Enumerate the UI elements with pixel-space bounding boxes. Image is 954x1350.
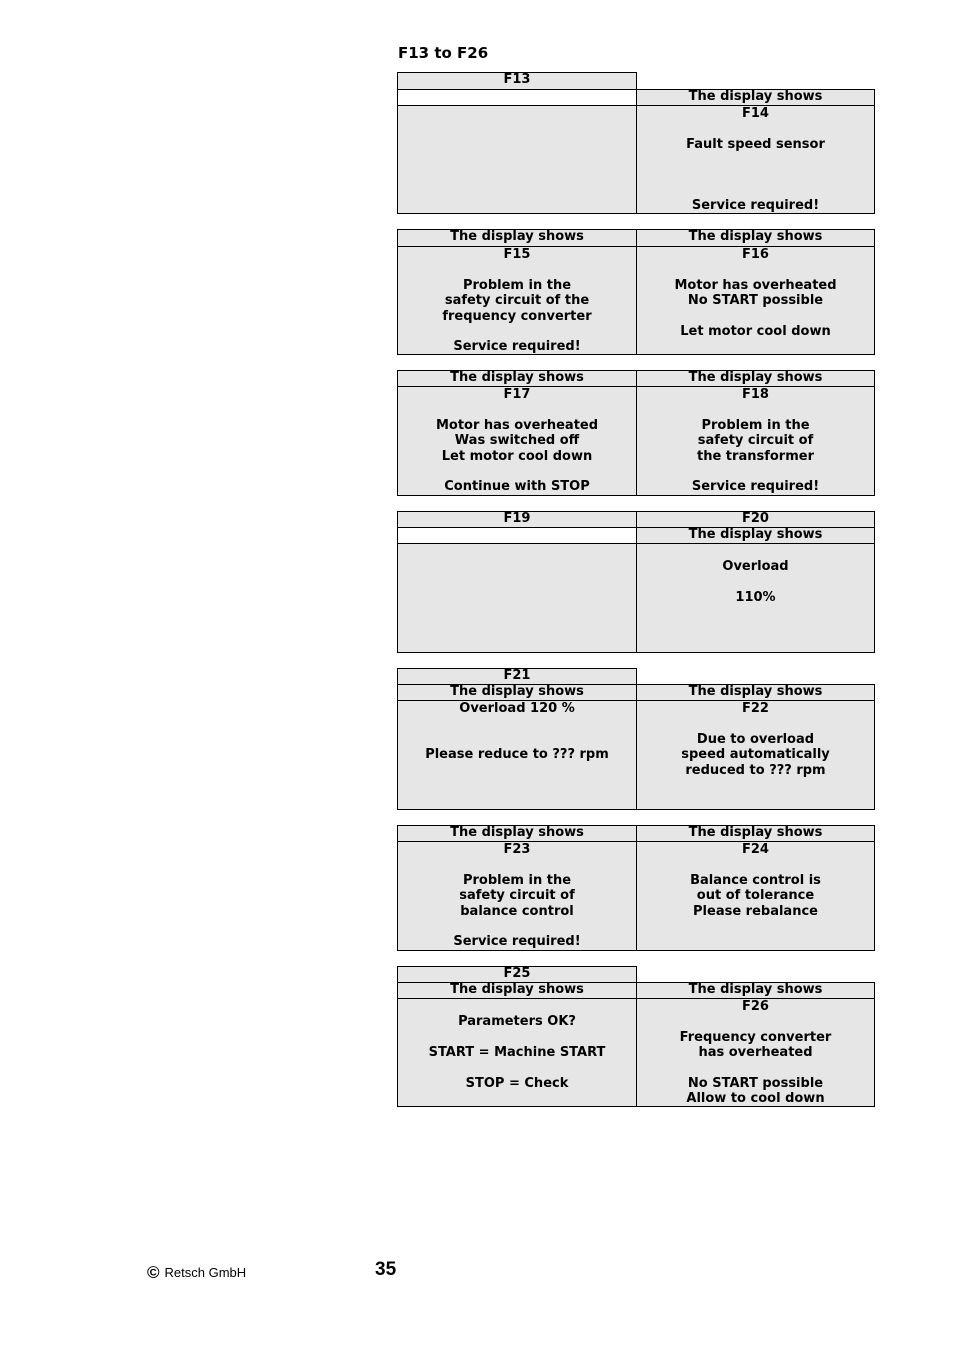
f21-code-header: F21 bbox=[397, 668, 637, 685]
f15-display-label: The display shows bbox=[397, 229, 637, 247]
footer-company: Retsch GmbH bbox=[164, 1265, 247, 1280]
f22-display-label: The display shows bbox=[636, 684, 875, 701]
page-number: 35 bbox=[375, 1259, 397, 1280]
f21-display-label: The display shows bbox=[397, 684, 637, 701]
f23-message-cell: F23 Problem in the safety circuit of balance control Service required! bbox=[397, 841, 637, 951]
f20-code-header: F20 bbox=[636, 511, 875, 528]
f19-code-header: F19 bbox=[397, 511, 637, 528]
f20-message-cell: Overload 110% bbox=[636, 543, 875, 653]
f21-message-cell: Overload 120 % Please reduce to ??? rpm bbox=[397, 700, 637, 810]
f19-message-cell bbox=[397, 543, 637, 653]
f15-message-cell: F15 Problem in the safety circuit of the frequency converter Service required! bbox=[397, 246, 637, 355]
f13-code-header: F13 bbox=[397, 72, 637, 90]
f17-display-label: The display shows bbox=[397, 370, 637, 387]
f16-message-cell: F16 Motor has overheated No START possible Let motor cool down bbox=[636, 246, 875, 355]
f25-code-header: F25 bbox=[397, 966, 637, 983]
footer-copyright bbox=[147, 1262, 246, 1282]
f25-display-label: The display shows bbox=[397, 982, 637, 999]
f18-message-cell: F18 Problem in the safety circuit of the transformer Service required! bbox=[636, 386, 875, 496]
f22-message-cell: F22 Due to overload speed automatically reduced to ??? rpm bbox=[636, 700, 875, 810]
f23-display-label: The display shows bbox=[397, 825, 637, 842]
f25-message-cell: Parameters OK? START = Machine START STOP = Check bbox=[397, 998, 637, 1107]
f26-display-label: The display shows bbox=[636, 982, 875, 999]
f18-display-label: The display shows bbox=[636, 370, 875, 387]
f14-display-label: The display shows bbox=[636, 89, 875, 106]
section-title: F13 to F26 bbox=[398, 44, 489, 62]
f19-label-row bbox=[397, 527, 637, 544]
f13-message-cell bbox=[397, 105, 637, 214]
f20-display-label: The display shows bbox=[636, 527, 875, 544]
f26-message-cell: F26 Frequency converter has overheated No START possible Allow to cool down bbox=[636, 998, 875, 1107]
copyright-icon: © bbox=[147, 1263, 160, 1282]
f13-label-row bbox=[397, 89, 637, 106]
f16-display-label: The display shows bbox=[636, 229, 875, 247]
f17-message-cell: F17 Motor has overheated Was switched off Let motor cool down Continue with STOP bbox=[397, 386, 637, 496]
f24-message-cell: F24 Balance control is out of tolerance Please rebalance bbox=[636, 841, 875, 951]
f24-display-label: The display shows bbox=[636, 825, 875, 842]
f14-message-cell: F14 Fault speed sensor Service required! bbox=[636, 105, 875, 214]
